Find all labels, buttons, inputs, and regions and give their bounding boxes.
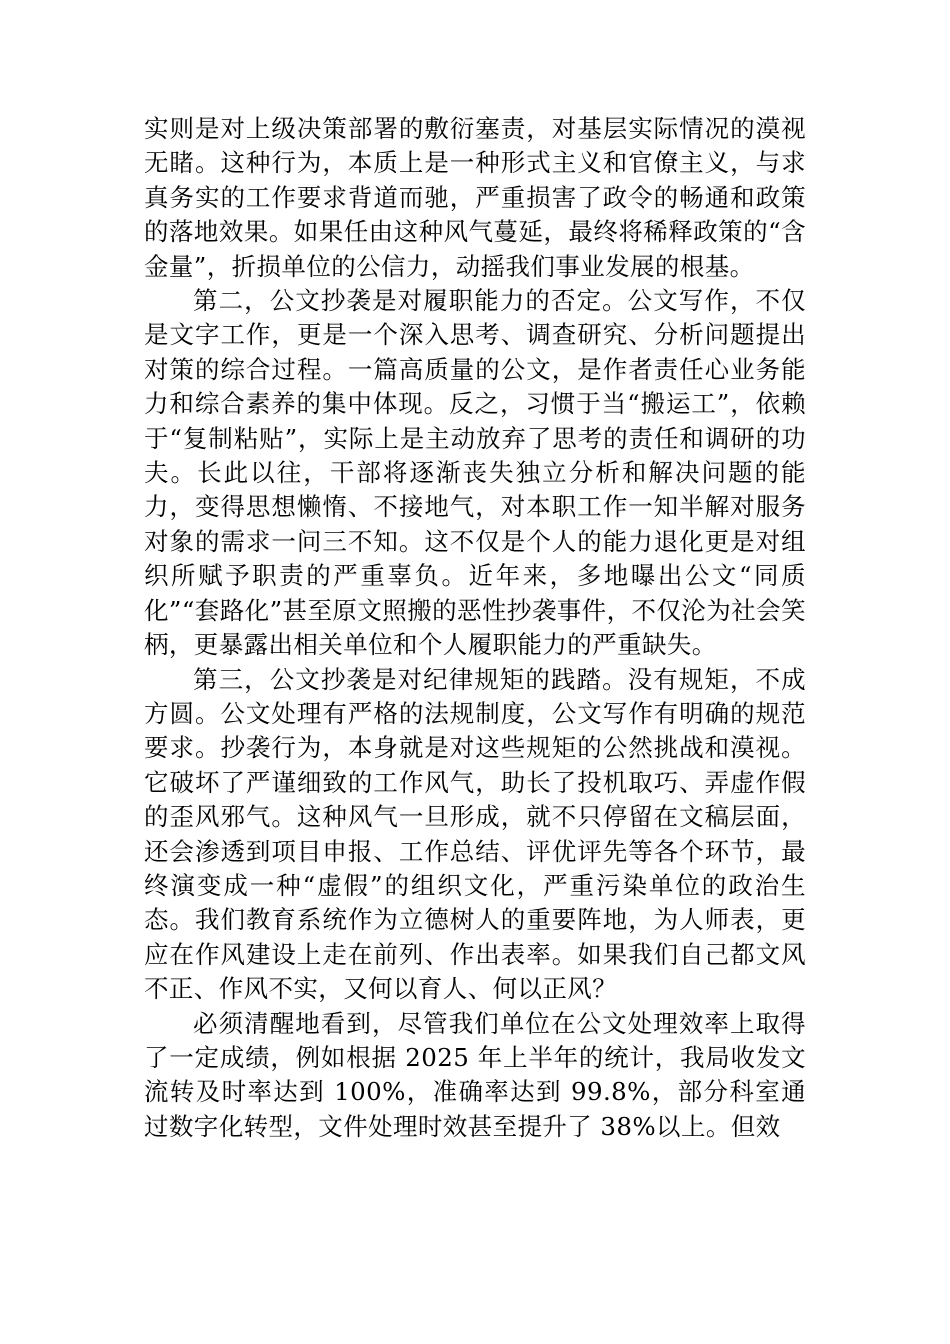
paragraph-second-point: 第二，公文抄袭是对履职能力的否定。公文写作，不仅是文字工作，更是一个深入思考、调查研究、分析问题提出对策的综合过程。一篇高质量的公文，是作者责任心业务能力和综合素养的集中体现。反之，习惯于当“搬运工”，依赖于“复制粘贴”，实际上是主动放弃了思考的责任和调研的功夫。长此以往，干部将逐渐丧失独立分析和解决问题的能力，变得思想懒惰、不接地气，对本职工作一知半解对服务对象的需求一问三不知。这不仅是个人的能力退化更是对组织所赋予职责的严重辜负。近年来，多地曝出公文“同质化”“套路化”甚至原文照搬的恶性抄袭事件，不仅沦为社会笑柄，更暴露出相关单位和个人履职能力的严重缺失。 (144, 286, 806, 660)
paragraph-efficiency-statistics: 必须清醒地看到，尽管我们单位在公文处理效率上取得了一定成绩，例如根据 2025 年上半年的统计，我局收发文流转及时率达到 100%，准确率达到 99.8%，部分科室通过数字化转型，文件处理时效甚至提升了 38%以上。但效 (144, 1008, 806, 1141)
paragraph-formalism-consequences: 实则是对上级决策部署的敷衍塞责，对基层实际情况的漠视无睹。这种行为，本质上是一种形式主义和官僚主义，与求真务实的工作要求背道而驰，严重损害了政令的畅通和政策的落地效果。如果任由这种风气蔓延，最终将稀释政策的“含金量”，折损单位的公信力，动摇我们事业发展的根基。 (144, 114, 806, 281)
paragraph-third-point: 第三，公文抄袭是对纪律规矩的践踏。没有规矩，不成方圆。公文处理有严格的法规制度，公文写作有明确的规范要求。抄袭行为，本身就是对这些规矩的公然挑战和漠视。它破坏了严谨细致的工作风气，助长了投机取巧、弄虚作假的歪风邪气。这种风气一旦形成，就不只停留在文稿层面，还会渗透到项目申报、工作总结、评优评先等各个环节，最终演变成一种“虚假”的组织文化，严重污染单位的政治生态。我们教育系统作为立德树人的重要阵地，为人师表，更应在作风建设上走在前列、作出表率。如果我们自己都文风不正、作风不实，又何以育人、何以正风？ (144, 664, 806, 1004)
body-text (144, 112, 806, 1144)
